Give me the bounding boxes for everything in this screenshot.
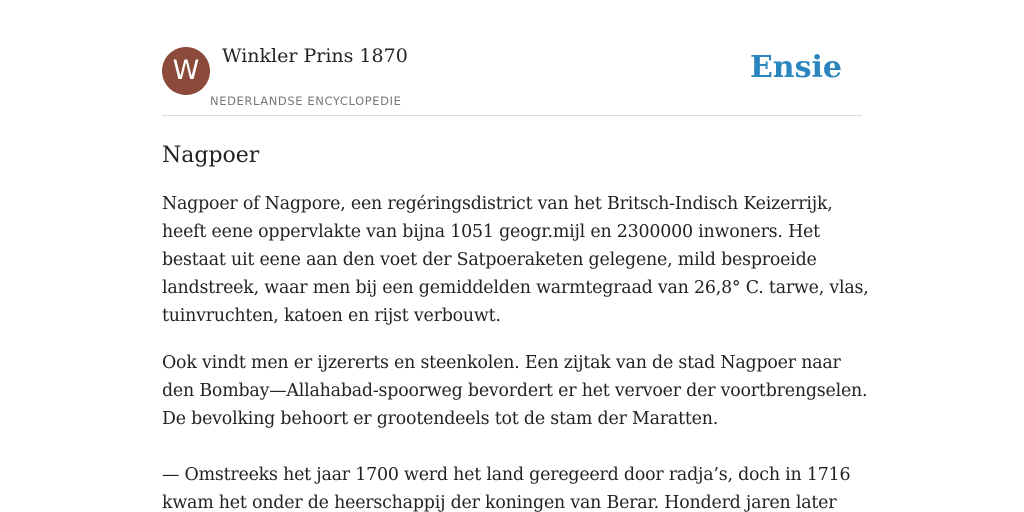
- site-header: [162, 0, 862, 116]
- article-paragraph: [162, 461, 862, 512]
- paragraph-line: De bevolking behoort er grootendeels tot de stam der Maratten.: [162, 409, 719, 429]
- paragraph-line: kwam het onder de heerschappij der koningen van Berar. Honderd jaren later: [162, 493, 837, 512]
- paragraph-line: tuinvruchten, katoen en rijst verbouwt.: [162, 306, 501, 326]
- paragraph-line: Ook vindt men er ijzererts en steenkolen. Een zijtak van de stad Nagpoer naar: [162, 353, 841, 373]
- article-title: Nagpoer: [162, 143, 260, 168]
- paragraph-line: — Omstreeks het jaar 1700 werd het land geregeerd door radja’s, doch in 1716: [162, 465, 851, 485]
- article-paragraph: [162, 349, 868, 433]
- article-paragraph: [162, 190, 869, 330]
- site-title[interactable]: Winkler Prins 1870: [222, 45, 408, 67]
- brand-logo[interactable]: Ensie: [749, 50, 842, 85]
- paragraph-line: den Bombay—Allahabad-spoorweg bevordert er het vervoer der voortbrengselen.: [162, 381, 868, 401]
- site-subtitle: NEDERLANDSE ENCYCLOPEDIE: [210, 94, 402, 108]
- paragraph-line: landstreek, waar men bij een gemiddelden warmtegraad van 26,8° C. tarwe, vlas,: [162, 278, 869, 298]
- paragraph-line: heeft eene oppervlakte van bijna 1051 geogr.mijl en 2300000 inwoners. Het: [162, 222, 820, 242]
- paragraph-line: bestaat uit eene aan den voet der Satpoeraketen gelegene, mild besproeide: [162, 250, 817, 270]
- page-container: [162, 0, 869, 512]
- avatar[interactable]: W: [162, 47, 210, 95]
- paragraph-line: Nagpoer of Nagpore, een regéringsdistrict van het Britsch-Indisch Keizerrijk,: [162, 194, 833, 214]
